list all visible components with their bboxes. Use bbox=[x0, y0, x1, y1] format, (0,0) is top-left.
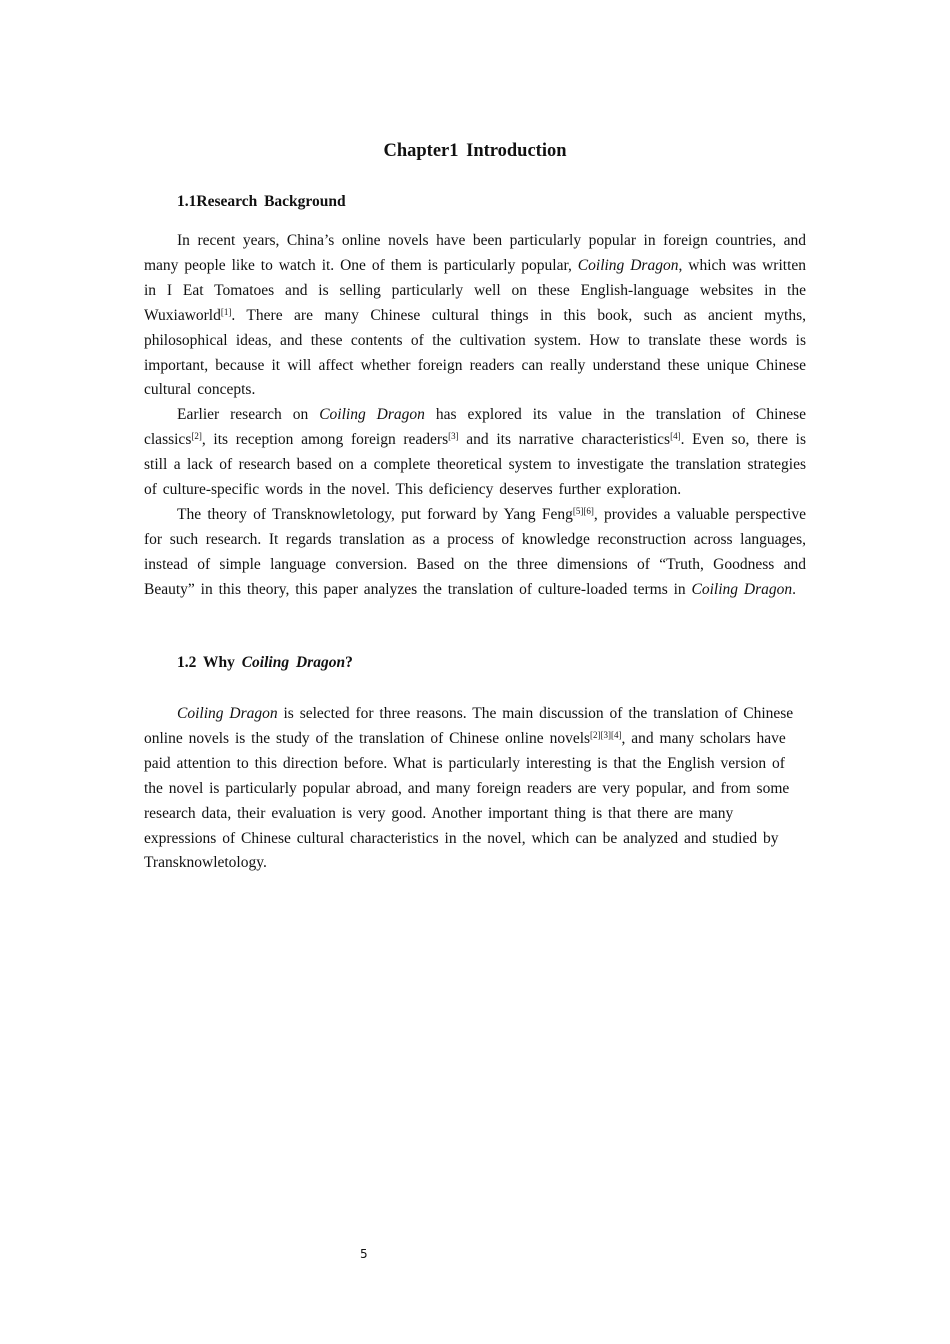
book-title: Coiling Dragon bbox=[577, 256, 679, 274]
section-1-1-body bbox=[144, 229, 806, 603]
citation-ref: [3] bbox=[448, 431, 459, 442]
citation-ref: [2][3][4] bbox=[590, 729, 622, 740]
book-title: Coiling Dragon bbox=[691, 580, 793, 598]
citation-ref: [4] bbox=[670, 431, 681, 442]
section-heading-research-background: 1.1Research Background bbox=[177, 193, 346, 210]
book-title: Coiling Dragon bbox=[177, 705, 278, 722]
paragraph-1: In recent years, China’s online novels have been particularly popular in foreign countries, and many people like to watch it. One of them is particularly popular, Coiling Dragon, which was written in I Eat Tomatoes and is selling particularly well on these English-language websites in the Wuxiaworld[1]. There are many Chinese cultural things in this book, such as ancient myths, philosophical ideas, and these contents of the cultivation system. How to translate these words is important, because it will affect whether foreign readers can really understand these unique Chinese cultural concepts. bbox=[144, 232, 807, 399]
paragraph-3: The theory of Transknowletology, put forward by Yang Feng[5][6], provides a valuable perspective for such research. It regards translation as a process of knowledge reconstruction across languages, instead of simple language conversion. Based on the three dimensions of “Truth, Goodness and Beauty” in this theory, this paper analyzes the translation of culture-loaded terms in Coiling Dragon. bbox=[144, 505, 806, 598]
paragraph-4: Coiling Dragon is selected for three reasons. The main discussion of the translation of Chinese online novels is the study of the translation of Chinese online novels[2][3][4], and many scholars have paid attention to this direction before. What is particularly interesting is that the English version of the novel is particularly popular abroad, and many foreign readers are very popular, and from some research data, their evaluation is very good. Another important thing is that there are many expressions of Chinese cultural characteristics in the novel, which can be analyzed and studied by Transknowletology. bbox=[144, 705, 794, 872]
chapter-title: Chapter1 Introduction bbox=[383, 141, 567, 161]
citation-ref: [2] bbox=[191, 431, 202, 442]
citation-ref: [1] bbox=[220, 306, 232, 317]
citation-ref: [5][6] bbox=[572, 505, 594, 516]
page-number: 5 bbox=[360, 1247, 368, 1261]
book-title: Coiling Dragon bbox=[319, 406, 425, 424]
section-heading-why-coiling-dragon: 1.2 Why Coiling Dragon? bbox=[177, 654, 353, 671]
paragraph-2: Earlier research on Coiling Dragon has explored its value in the translation of Chinese classics[2], its reception among foreign readers[3] and its narrative characteristics[4]. Even so, there is still a lack of research based on a complete theoretical system to investigate the translation strategies of culture-specific words in the novel. This deficiency deserves further exploration. bbox=[144, 406, 806, 499]
section-1-2-body bbox=[144, 702, 804, 876]
